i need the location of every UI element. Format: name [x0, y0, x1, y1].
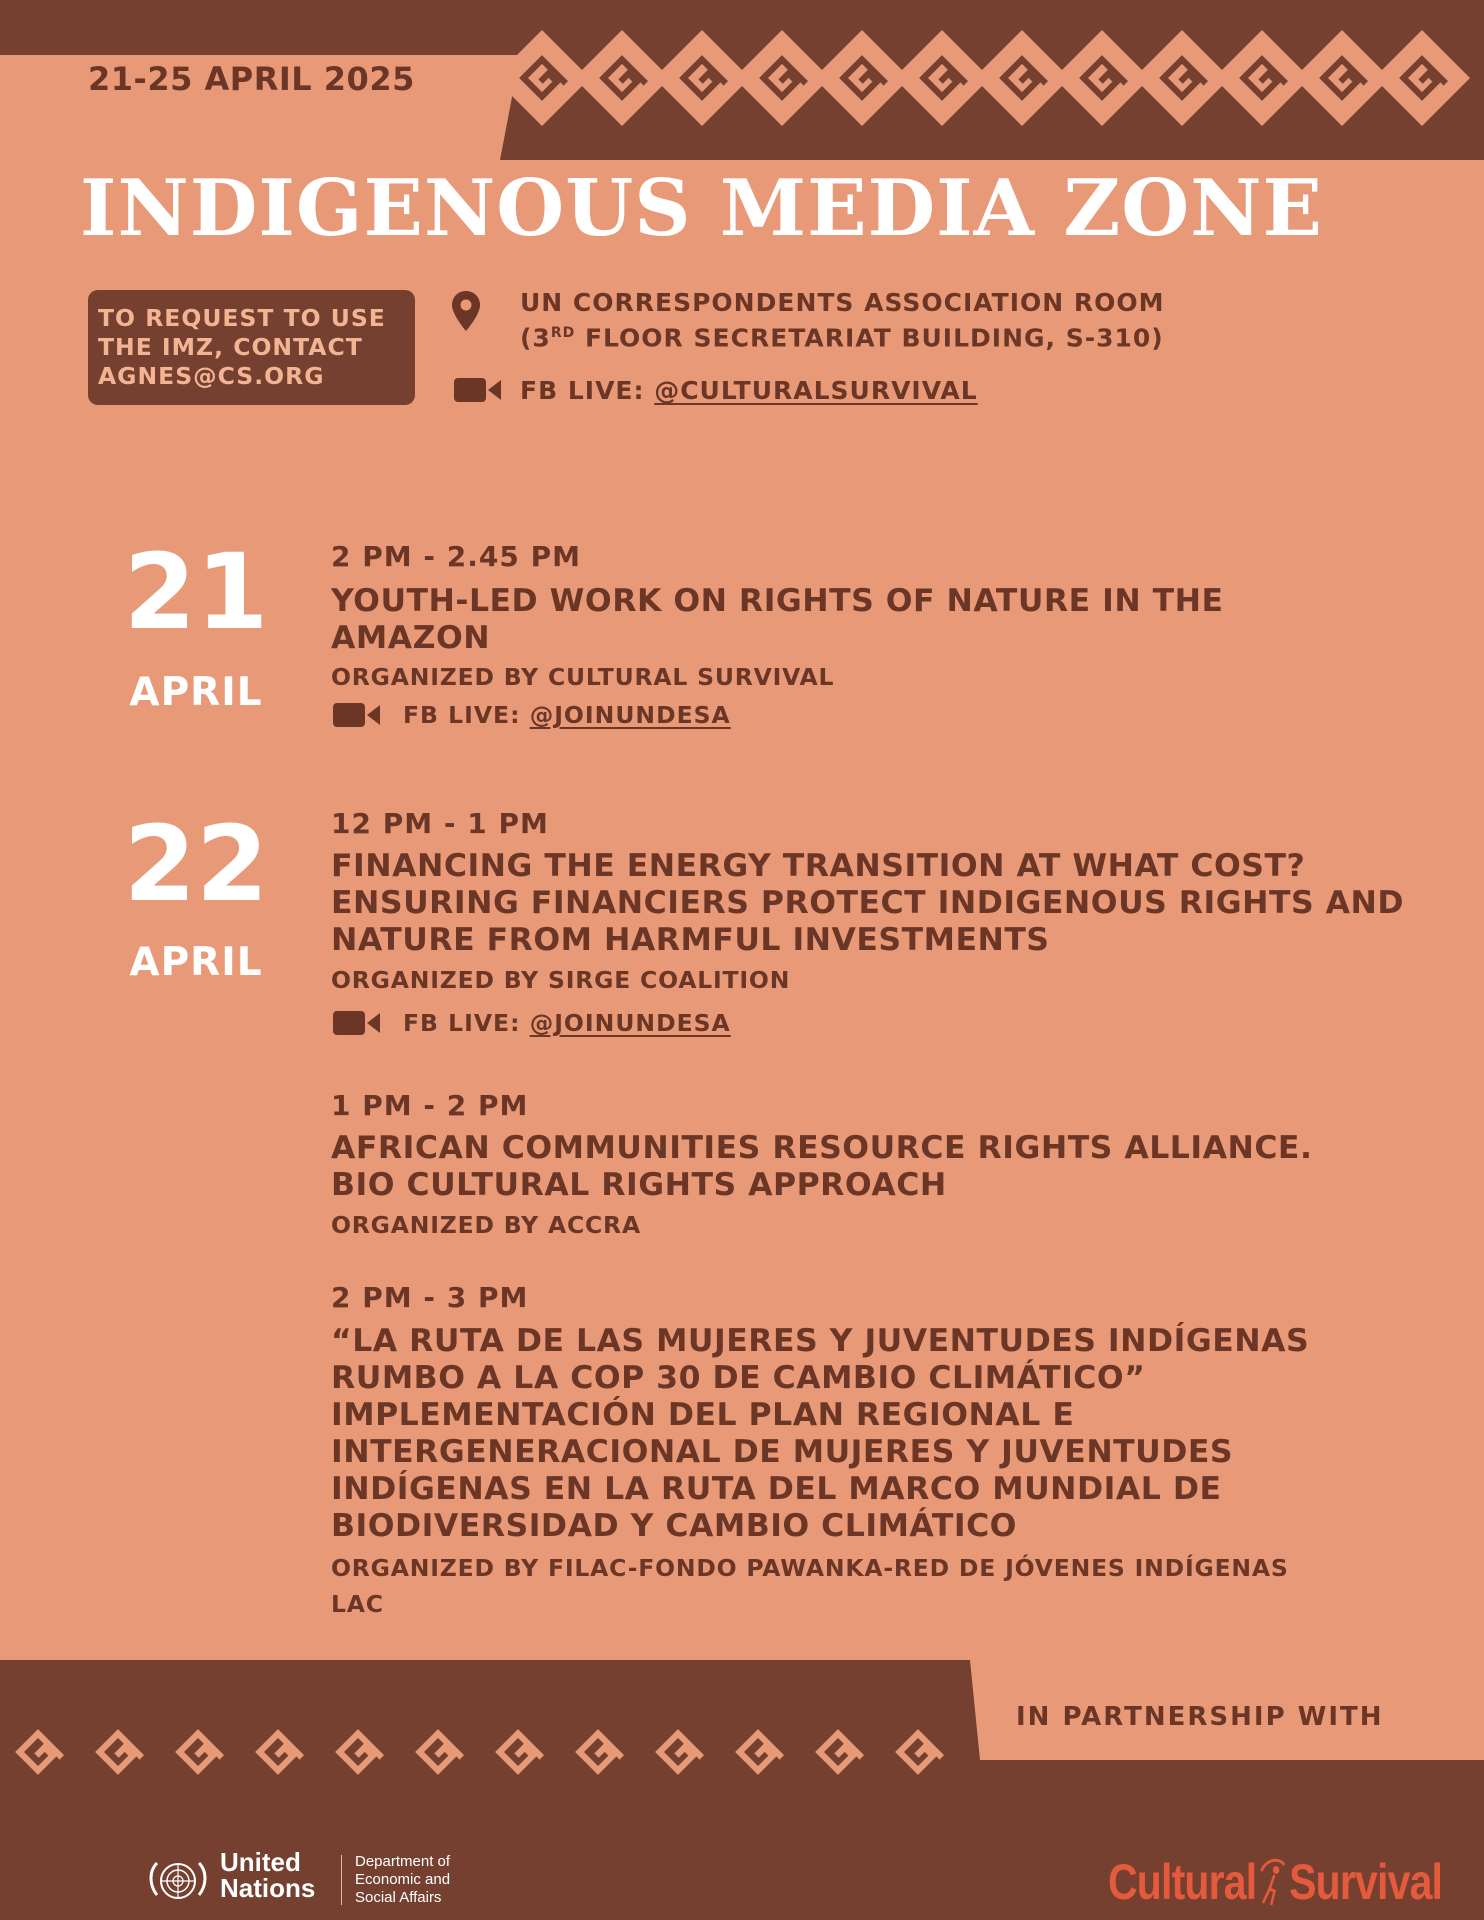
spiral-diamond [1374, 30, 1470, 126]
un-name-line-2: Nations [220, 1873, 316, 1903]
event-title: “LA RUTA DE LAS MUJERES Y JUVENTUDES INDÍGENAS RUMBO A LA COP 30 DE CAMBIO CLIMÁTICO” IMPLEMENTACIÓN DEL PLAN REGIONAL E INTERGENERACIONAL DE MUJERES Y JUVENTUDES INDÍGENAS EN LA RUTA DEL MARCO MUNDIAL DE BIODIVERSIDAD Y CAMBIO CLIMÁTICO [331, 1323, 1310, 1544]
video-camera-icon [333, 702, 381, 728]
un-dept-line-2: Economic and [355, 1871, 451, 1888]
contact-email[interactable]: AGNES@CS.ORG [98, 362, 325, 390]
un-divider [341, 1855, 342, 1905]
spiral-diamond [870, 1704, 966, 1800]
event-title: AFRICAN COMMUNITIES RESOURCE RIGHTS ALLIANCE. BIO CULTURAL RIGHTS APPROACH [331, 1130, 1313, 1203]
event-fb-handle[interactable]: @JOINUNDESA [529, 1009, 731, 1037]
page-title: INDIGENOUS MEDIA ZONE [80, 163, 1323, 254]
location-line-2-suffix: FLOOR SECRETARIAT BUILDING, S-310) [575, 323, 1164, 353]
location-line-1: UN CORRESPONDENTS ASSOCIATION ROOM [520, 288, 1165, 317]
un-dept-line-3: Social Affairs [355, 1889, 442, 1906]
event-fb-label: FB LIVE: [403, 1009, 530, 1037]
contact-line-2: THE IMZ, CONTACT [98, 333, 363, 361]
event-organizer: ORGANIZED BY CULTURAL SURVIVAL [331, 663, 835, 691]
un-name-line-1: United [220, 1847, 301, 1877]
cs-logo-part-2: Survival [1289, 1854, 1443, 1910]
day-month: APRIL [129, 670, 263, 715]
location-line-2 [520, 318, 1165, 353]
day-number: 22 [123, 803, 269, 925]
event-organizer: ORGANIZED BY FILAC-FONDO PAWANKA-RED DE JÓVENES INDÍGENAS LAC [331, 1554, 1289, 1618]
video-camera-icon [454, 377, 502, 403]
location-pin-icon [451, 290, 481, 332]
main-fb-live [520, 376, 978, 405]
spiral-motif-bottom [0, 1690, 990, 1820]
contact-line-1: TO REQUEST TO USE [98, 304, 386, 332]
cultural-survival-logo [1108, 1853, 1442, 1911]
cs-figure-icon [1258, 1855, 1288, 1907]
day-number: 21 [123, 531, 269, 653]
event-fb-live [403, 701, 731, 729]
event-time: 2 PM - 3 PM [331, 1281, 529, 1314]
video-camera-icon [333, 1010, 381, 1036]
date-range: 21-25 APRIL 2025 [88, 60, 415, 98]
un-department [355, 1853, 450, 1907]
cs-logo-part-1: Cultural [1108, 1854, 1257, 1910]
un-emblem-icon [145, 1853, 211, 1911]
location-line-2-sup: RD [550, 325, 576, 341]
event-title: FINANCING THE ENERGY TRANSITION AT WHAT COST? ENSURING FINANCIERS PROTECT INDIGENOUS RIGHTS AND NATURE FROM HARMFUL INVESTMENTS [331, 848, 1405, 958]
event-fb-label: FB LIVE: [403, 701, 530, 729]
event-time: 12 PM - 1 PM [331, 807, 549, 840]
event-fb-live [403, 1009, 731, 1037]
contact-box [88, 290, 415, 405]
spiral-motif-top [490, 0, 1484, 160]
un-name [220, 1849, 315, 1901]
location-address [520, 287, 1165, 353]
event-organizer: ORGANIZED BY SIRGE COALITION [331, 966, 791, 994]
event-fb-handle[interactable]: @JOINUNDESA [529, 701, 731, 729]
event-time: 2 PM - 2.45 PM [331, 540, 581, 573]
location-line-2-prefix: (3 [520, 323, 551, 353]
day-month: APRIL [129, 940, 263, 985]
main-fb-label: FB LIVE: [520, 376, 655, 405]
main-fb-handle[interactable]: @CULTURALSURVIVAL [654, 376, 978, 405]
event-title: YOUTH-LED WORK ON RIGHTS OF NATURE IN THE AMAZON [331, 583, 1224, 656]
event-organizer: ORGANIZED BY ACCRA [331, 1211, 641, 1239]
event-time: 1 PM - 2 PM [331, 1089, 529, 1122]
partnership-label: IN PARTNERSHIP WITH [1016, 1702, 1384, 1732]
un-dept-line-1: Department of [355, 1853, 451, 1870]
